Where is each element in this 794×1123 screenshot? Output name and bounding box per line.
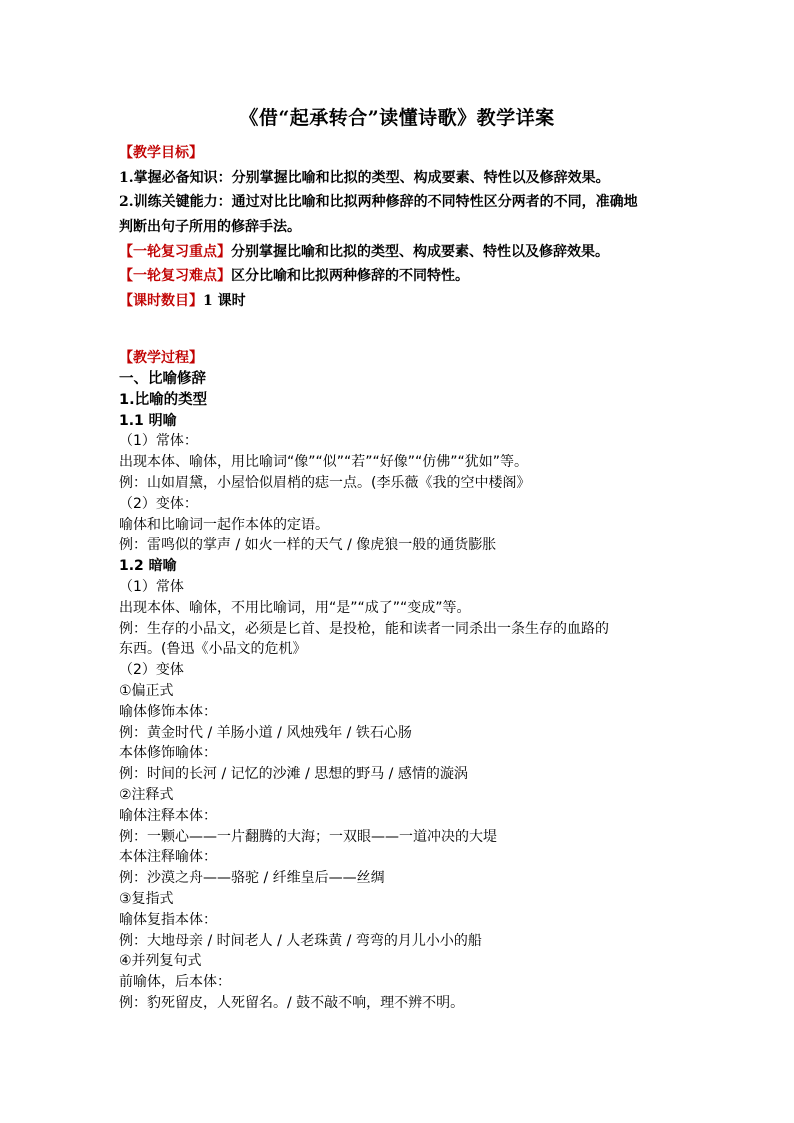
- hours-tag: 【课时数目】: [119, 292, 203, 309]
- process-line: 例：大地母亲 / 时间老人 / 人老珠黄 / 弯弯的月儿小小的船: [119, 932, 482, 949]
- process-line: 1.1 明喻: [119, 412, 177, 429]
- process-tag: 【教学过程】: [119, 350, 203, 366]
- objectives-tag: 【教学目标】: [119, 145, 203, 161]
- process-line: 例：时间的长河 / 记忆的沙滩 / 思想的野马 / 感情的漩涡: [119, 766, 468, 783]
- process-line: 例：山如眉黛，小屋恰似眉梢的痣一点。(李乐薇《我的空中楼阁》: [119, 474, 531, 491]
- key-point-text: 分别掌握比喻和比拟的类型、构成要素、特性以及修辞效果。: [231, 243, 609, 260]
- page-title: 《借“起承转合”读懂诗歌》教学详案: [239, 107, 555, 129]
- process-line: 东西。(鲁迅《小品文的危机》: [119, 641, 307, 658]
- process-line: 1.比喻的类型: [119, 391, 208, 408]
- process-line: ③复指式: [119, 890, 174, 907]
- process-line: 喻体注释本体：: [119, 807, 217, 824]
- process-line: 出现本体、喻体，不用比喻词，用“是”“成了”“变成”等。: [119, 599, 471, 616]
- process-line: 一、比喻修辞: [119, 371, 206, 387]
- objective-2-line-2: 判断出句子所用的修辞手法。: [119, 219, 301, 235]
- process-line: 1.2 暗喻: [119, 558, 177, 575]
- process-line: 前喻体，后本体：: [119, 974, 231, 991]
- process-line: 例：一颗心——一片翻腾的大海；一双眼——一道冲决的大堤: [119, 828, 497, 845]
- process-line: （2）变体: [119, 662, 184, 679]
- difficulty: [119, 268, 699, 285]
- difficulty-tag: 【一轮复习难点】: [119, 268, 231, 284]
- process-line: 本体修饰喻体：: [119, 745, 217, 762]
- process-line: （1）常体: [119, 578, 184, 595]
- process-line: 出现本体、喻体，用比喻词“像”“似”“若”“好像”“仿佛”“犹如”等。: [119, 454, 529, 471]
- objective-2-line-1: 2.训练关键能力：通过对比比喻和比拟两种修辞的不同特性区分两者的不同，准确地: [119, 194, 638, 210]
- process-line: ①偏正式: [119, 682, 174, 699]
- process-line: 例：生存的小品文，必须是匕首、是投枪，能和读者一同杀出一条生存的血路的: [119, 620, 609, 637]
- process-line: 例：黄金时代 / 羊肠小道 / 风烛残年 / 铁石心肠: [119, 724, 412, 741]
- process-line: ②注释式: [119, 786, 174, 803]
- teaching-process-section: [119, 350, 699, 1014]
- process-line: （2）变体：: [119, 495, 198, 512]
- process-lines: [119, 369, 699, 1014]
- process-line: 本体注释喻体：: [119, 849, 217, 866]
- process-line: 喻体复指本体：: [119, 911, 217, 928]
- process-line: 例：沙漠之舟——骆驼 / 纤维皇后——丝绸: [119, 870, 385, 887]
- process-line: （1）常体：: [119, 433, 198, 450]
- process-line: 喻体修饰本体：: [119, 703, 217, 720]
- difficulty-text: 区分比喻和比拟两种修辞的不同特性。: [231, 268, 469, 284]
- objective-1: 1.掌握必备知识：分别掌握比喻和比拟的类型、构成要素、特性以及修辞效果。: [119, 169, 610, 186]
- process-line: 例：雷鸣似的掌声 / 如火一样的天气 / 像虎狼一般的通货膨胀: [119, 537, 497, 554]
- process-line: 喻体和比喻词一起作本体的定语。: [119, 516, 329, 533]
- process-line: 例：豹死留皮，人死留名。/ 鼓不敲不响，理不辨不明。: [119, 994, 465, 1011]
- hours-text: 1 课时: [203, 292, 246, 309]
- lesson-header-section: [119, 145, 699, 310]
- class-hours: [119, 293, 699, 310]
- key-point: [119, 244, 699, 261]
- process-line: ④并列复句式: [119, 953, 202, 970]
- key-point-tag: 【一轮复习重点】: [119, 243, 231, 260]
